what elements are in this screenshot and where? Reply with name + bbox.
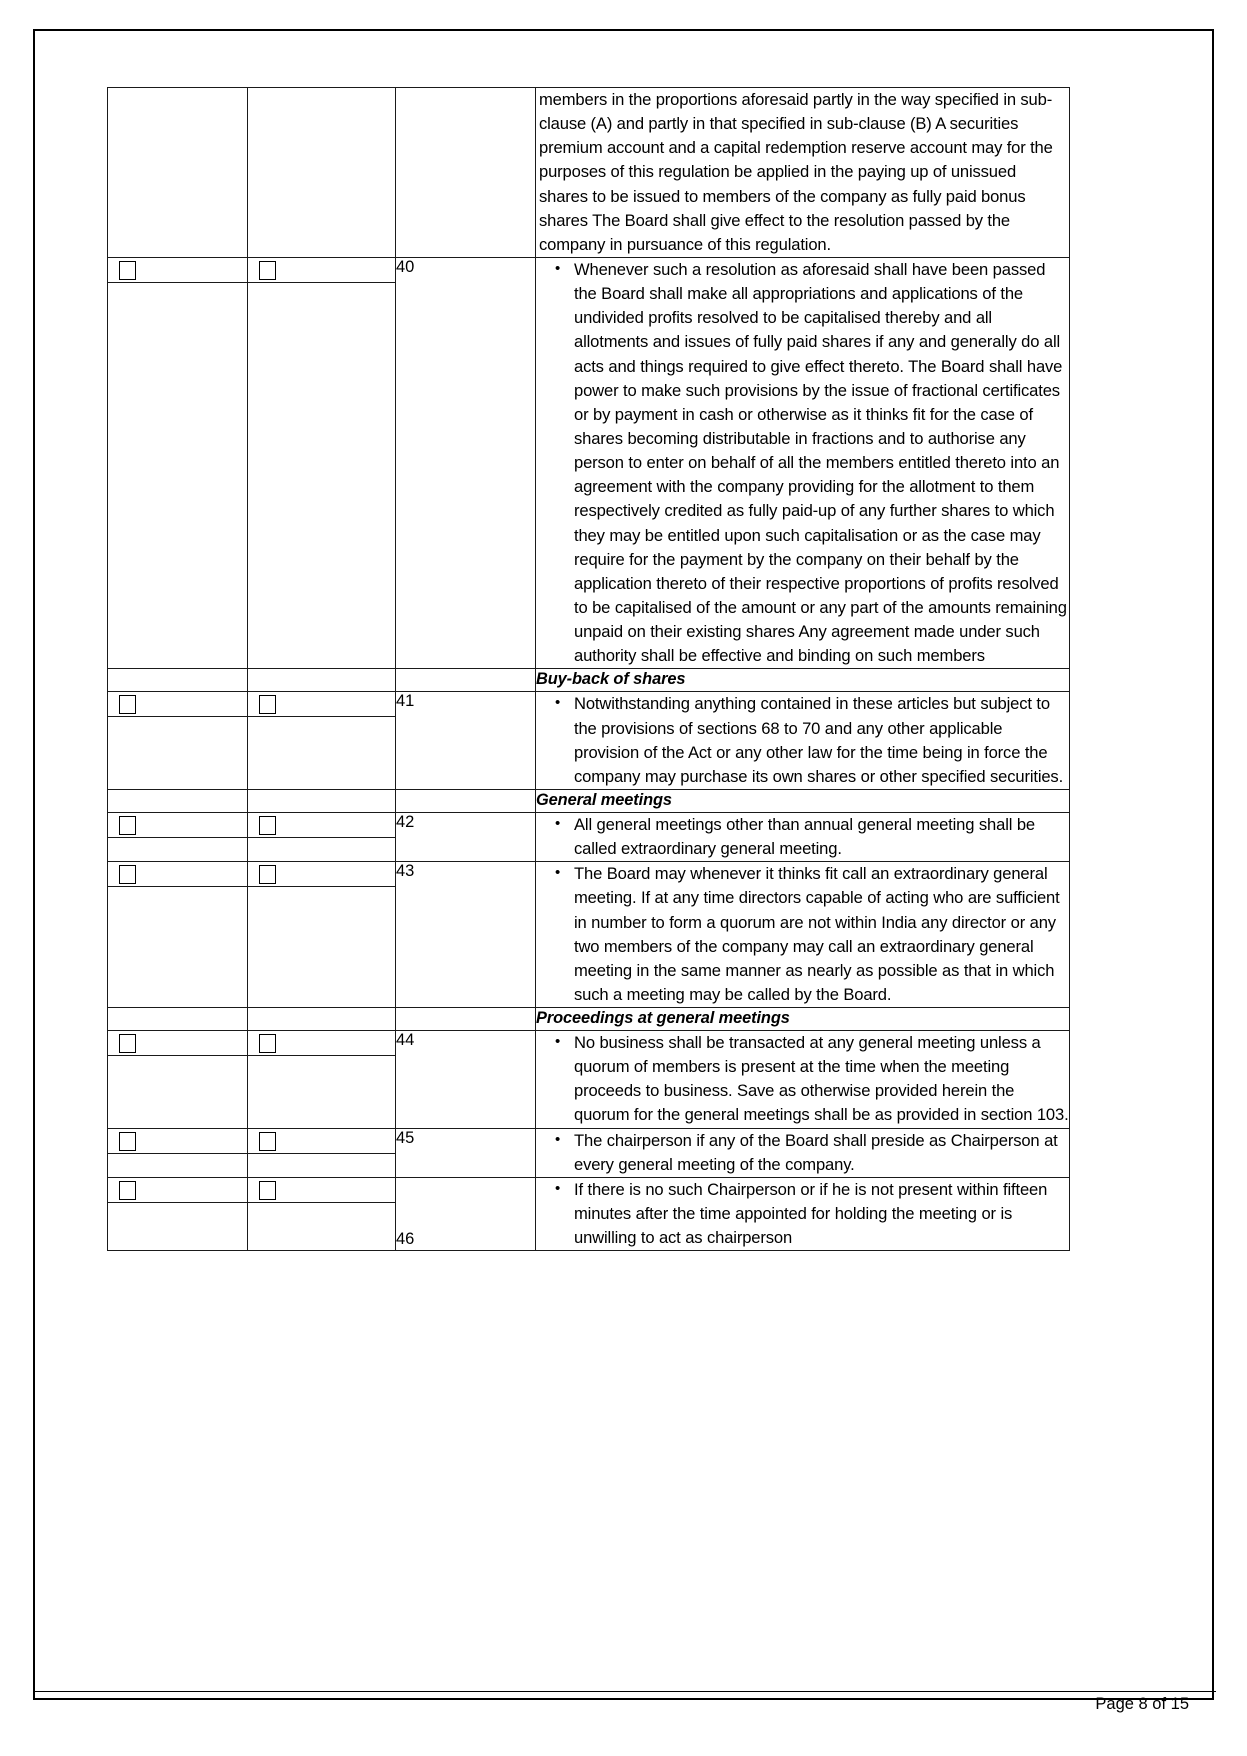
checkbox-strip: [248, 692, 395, 717]
section-heading: Proceedings at general meetings: [536, 1008, 1070, 1031]
checkbox-icon[interactable]: [259, 1132, 276, 1151]
checkbox-cell-right[interactable]: [248, 1177, 396, 1250]
list-item: • If there is no such Chairperson or if he is not present within fifteen minutes after the time appointed for holding the meeting or is unwilling to act as chairperson: [574, 1178, 1069, 1250]
table-row: [108, 1177, 1070, 1250]
article-number: [396, 789, 536, 812]
checkbox-cell-right: [248, 789, 396, 812]
checkbox-cell-right: [248, 1008, 396, 1031]
checkbox-strip: [108, 1129, 247, 1154]
checkbox-cell-left: [108, 1008, 248, 1031]
article-text-cell: [536, 257, 1070, 668]
section-header-row: [108, 1008, 1070, 1031]
article-number: 40: [396, 257, 536, 668]
checkbox-cell-right[interactable]: [248, 1031, 396, 1129]
list-item: • All general meetings other than annual general meeting shall be called extraordinary general meeting.: [574, 813, 1069, 861]
checkbox-cell-left[interactable]: [108, 1128, 248, 1177]
article-paragraph: members in the proportions aforesaid partly in the way specified in sub-clause (A) and partly in that specified in sub-clause (B) A securities premium account and a capital redemption reserve account may for the purposes of this regulation be applied in the paying up of unissued shares to be issued to members of the company as fully paid bonus shares The Board shall give effect to the resolution passed by the company in pursuance of this regulation.: [539, 90, 1053, 254]
checkbox-cell-right[interactable]: [248, 812, 396, 861]
article-text-cell: [536, 1031, 1070, 1129]
checkbox-icon[interactable]: [119, 865, 136, 884]
checkbox-cell-left: [108, 669, 248, 692]
articles-table-body: [108, 88, 1070, 1251]
table-row: [108, 1128, 1070, 1177]
checkbox-cell-left: [108, 88, 248, 258]
checkbox-icon[interactable]: [259, 1181, 276, 1200]
checkbox-icon[interactable]: [119, 261, 136, 280]
article-bullet-list: [536, 1178, 1069, 1250]
checkbox-strip: [248, 1178, 395, 1203]
article-number: 44: [396, 1031, 536, 1129]
article-number: 41: [396, 692, 536, 790]
page-footer: [35, 1691, 1216, 1714]
checkbox-icon[interactable]: [119, 695, 136, 714]
checkbox-cell-left[interactable]: [108, 862, 248, 1008]
checkbox-icon[interactable]: [259, 865, 276, 884]
list-item: • The chairperson if any of the Board shall preside as Chairperson at every general meeting of the company.: [574, 1129, 1069, 1177]
checkbox-strip: [248, 1129, 395, 1154]
table-row: [108, 812, 1070, 861]
checkbox-strip: [108, 258, 247, 283]
checkbox-cell-left[interactable]: [108, 692, 248, 790]
article-bullet-list: [536, 1031, 1069, 1128]
checkbox-strip: [108, 862, 247, 887]
checkbox-strip: [108, 1031, 247, 1056]
checkbox-icon[interactable]: [119, 816, 136, 835]
articles-table: [107, 87, 1070, 1251]
article-bullet-list: [536, 692, 1069, 789]
article-bullet-list: [536, 258, 1069, 668]
list-item: • No business shall be transacted at any general meeting unless a quorum of members is present at the time when the meeting proceeds to business. Save as otherwise provided herein the quorum for the general meetings shall be as provided in section 103.: [574, 1031, 1069, 1128]
article-number: [396, 1008, 536, 1031]
list-item: • Whenever such a resolution as aforesaid shall have been passed the Board shall make all appropriations and applications of the undivided profits resolved to be capitalised thereby and all allotments and issues of fully paid shares if any and generally do all acts and things required to give effect thereto. The Board shall have power to make such provisions by the issue of fractional certificates or by payment in cash or otherwise as it thinks fit for the case of shares becoming distributable in fractions and to authorise any person to enter on behalf of all the members entitled thereto into an agreement with the company providing for the allotment to them respectively credited as fully paid-up of any further shares to which they may be entitled upon such capitalisation or as the case may require for the payment by the company on their behalf by the application thereto of their respective proportions of profits resolved to be capitalised of the amount or any part of the amounts remaining unpaid on their existing shares Any agreement made under such authority shall be effective and binding on such members: [574, 258, 1069, 668]
checkbox-strip: [248, 813, 395, 838]
checkbox-cell-right[interactable]: [248, 862, 396, 1008]
article-number: 43: [396, 862, 536, 1008]
checkbox-icon[interactable]: [119, 1132, 136, 1151]
checkbox-strip: [108, 692, 247, 717]
checkbox-icon[interactable]: [119, 1181, 136, 1200]
checkbox-strip: [248, 258, 395, 283]
list-item: • Notwithstanding anything contained in these articles but subject to the provisions of sections 68 to 70 and any other applicable provision of the Act or any other law for the time being in force the company may purchase its own shares or other specified securities.: [574, 692, 1069, 789]
article-text-cell: [536, 88, 1070, 258]
section-header-row: [108, 669, 1070, 692]
checkbox-cell-left: [108, 789, 248, 812]
article-text-cell: [536, 692, 1070, 790]
page-border: [33, 29, 1214, 1713]
article-number: 46: [396, 1177, 536, 1250]
page-number-label: Page 8 of 15: [1095, 1695, 1189, 1713]
checkbox-icon[interactable]: [259, 816, 276, 835]
article-bullet-list: [536, 813, 1069, 861]
article-number: 42: [396, 812, 536, 861]
checkbox-icon[interactable]: [119, 1034, 136, 1053]
checkbox-cell-left[interactable]: [108, 1031, 248, 1129]
checkbox-icon[interactable]: [259, 1034, 276, 1053]
checkbox-cell-right: [248, 88, 396, 258]
checkbox-cell-right[interactable]: [248, 257, 396, 668]
section-heading: Buy-back of shares: [536, 669, 1070, 692]
checkbox-strip: [108, 1178, 247, 1203]
checkbox-cell-right[interactable]: [248, 692, 396, 790]
article-text-cell: [536, 862, 1070, 1008]
checkbox-cell-left[interactable]: [108, 257, 248, 668]
checkbox-strip: [248, 1031, 395, 1056]
checkbox-cell-left[interactable]: [108, 1177, 248, 1250]
checkbox-strip: [248, 862, 395, 887]
checkbox-cell-right[interactable]: [248, 1128, 396, 1177]
checkbox-icon[interactable]: [259, 695, 276, 714]
article-number: [396, 669, 536, 692]
table-row: [108, 88, 1070, 258]
checkbox-cell-left[interactable]: [108, 812, 248, 861]
checkbox-cell-right: [248, 669, 396, 692]
article-number: 45: [396, 1128, 536, 1177]
section-heading: General meetings: [536, 789, 1070, 812]
article-text-cell: [536, 1128, 1070, 1177]
section-header-row: [108, 789, 1070, 812]
table-row: [108, 862, 1070, 1008]
articles-table-wrapper: [107, 87, 1069, 1251]
checkbox-strip: [108, 813, 247, 838]
article-number: [396, 88, 536, 258]
article-bullet-list: [536, 1129, 1069, 1177]
table-row: [108, 692, 1070, 790]
table-row: [108, 257, 1070, 668]
list-item: • The Board may whenever it thinks fit call an extraordinary general meeting. If at any time directors capable of acting who are sufficient in number to form a quorum are not within India any director or any two members of the company may call an extraordinary general meeting in the same manner as nearly as possible as that in which such a meeting may be called by the Board.: [574, 862, 1069, 1007]
article-text-cell: [536, 812, 1070, 861]
table-row: [108, 1031, 1070, 1129]
checkbox-icon[interactable]: [259, 261, 276, 280]
article-bullet-list: [536, 862, 1069, 1007]
article-text-cell: [536, 1177, 1070, 1250]
